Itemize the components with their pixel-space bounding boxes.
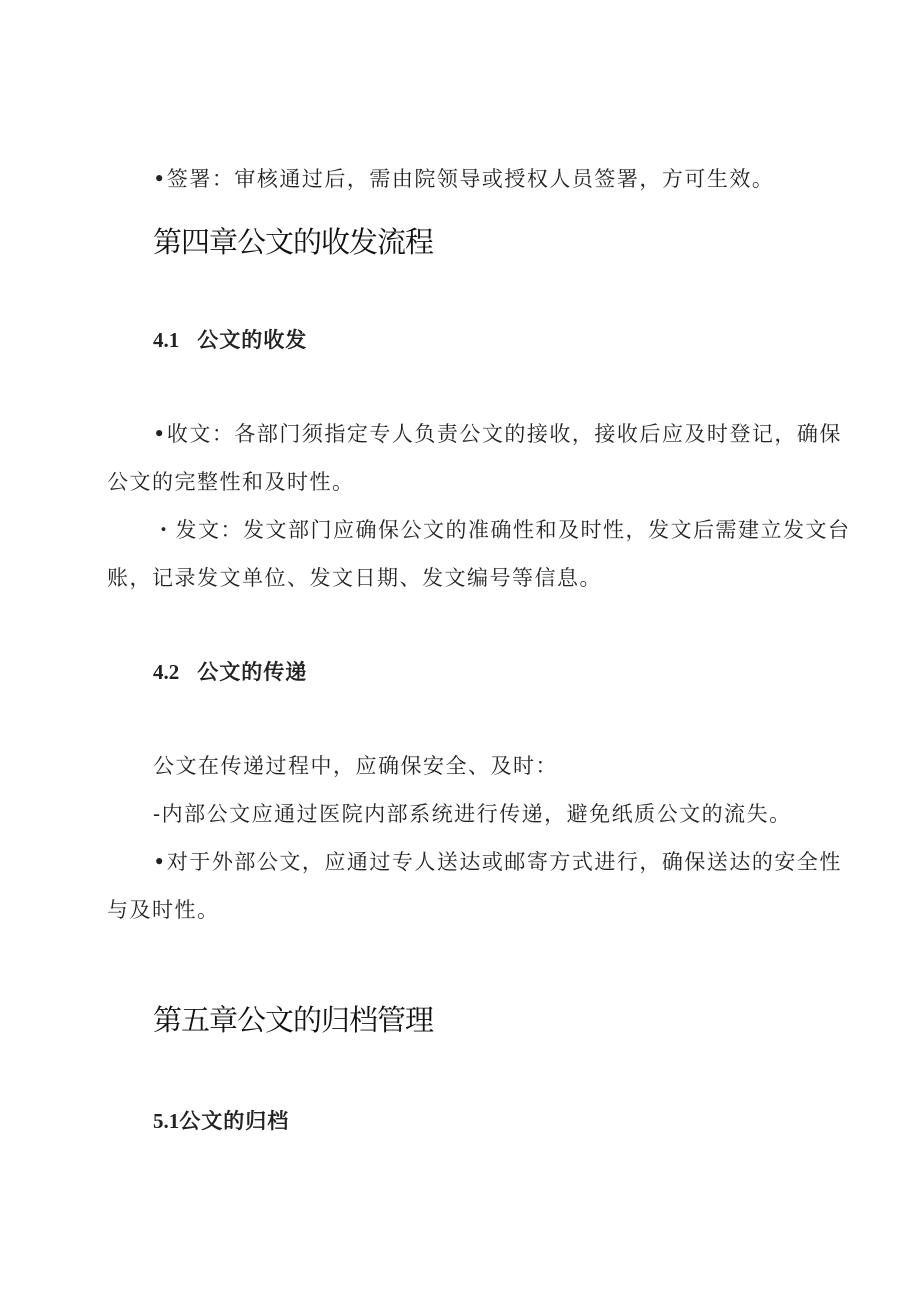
- paragraph-signing: [153, 155, 774, 203]
- paragraph-line: 与及时性。: [107, 898, 220, 922]
- paragraph-line: 公文的完整性和及时性。: [107, 470, 355, 494]
- paragraph-line: •对于外部公文，应通过专人送达或邮寄方式进行，确保送达的安全性: [153, 850, 842, 874]
- paragraph-transfer-intro: [153, 742, 558, 790]
- section-heading-4-1: [153, 316, 307, 364]
- paragraph-line: -内部公文应通过医院内部系统进行传递，避免纸质公文的流失。: [153, 802, 792, 826]
- paragraph-external: [0, 838, 842, 934]
- paragraph-line: 账，记录发文单位、发文日期、发文编号等信息。: [107, 566, 602, 590]
- section-title: 公文的收发: [197, 327, 308, 352]
- section-heading-4-2: [153, 648, 307, 696]
- paragraph-send: [0, 506, 851, 602]
- section-number: 5.1: [153, 1109, 180, 1133]
- paragraph-line: •签署：审核通过后，需由院领导或授权人员签署，方可生效。: [153, 167, 775, 191]
- section-title: 公文的归档: [179, 1108, 290, 1133]
- paragraph-line: ・发文：发文部门应确保公文的准确性和及时性，发文后需建立发文台: [153, 518, 851, 542]
- section-number: 4.2: [153, 660, 180, 684]
- chapter-heading-4: 第四章公文的收发流程: [153, 225, 434, 259]
- paragraph-line: 公文在传递过程中，应确保安全、及时：: [153, 754, 558, 778]
- paragraph-line: •收文：各部门须指定专人负责公文的接收，接收后应及时登记，确保: [153, 422, 842, 446]
- section-number: 4.1: [153, 328, 180, 352]
- section-heading-5-1: [153, 1097, 289, 1145]
- paragraph-internal: [153, 790, 792, 838]
- paragraph-receive: [0, 410, 842, 506]
- section-title: 公文的传递: [197, 659, 308, 684]
- chapter-heading-5: 第五章公文的归档管理: [153, 1003, 434, 1037]
